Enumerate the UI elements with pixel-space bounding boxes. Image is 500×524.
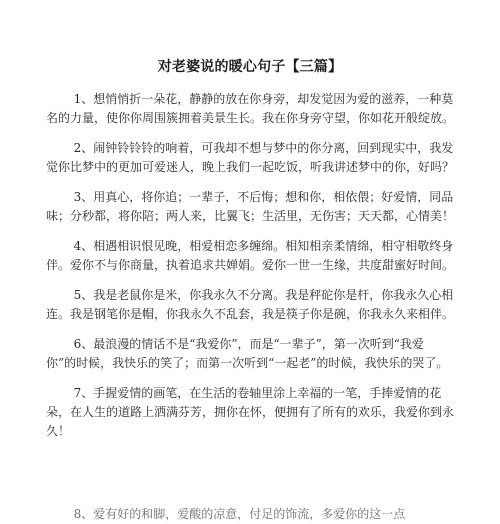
document-title: 对老婆说的暖心句子【三篇】 (157, 59, 343, 75)
paragraph: 2、闹钟铃铃铃的响着，可我却不想与梦中的你分离，回到现实中，我发觉你比梦中的更加可爱迷人，晚上我们一起吃饭，听我讲述梦中的你，好吗？ (46, 141, 455, 174)
paragraph: 1、想悄悄折一朵花，静静的放在你身旁，却发觉因为爱的滋养，一种莫名的力量，使你你周围簇拥着美景生长。我在你身旁守望，你如花开般绽放。 (46, 92, 455, 125)
paragraph: 6、最浪漫的情话不是“我爱你”，而是“一辈子”，第一次听到“我爱你”的时候，我快乐的笑了；而第一次听到“一起老”的时候，我快乐的哭了。 (46, 337, 449, 370)
paragraph: 4、相遇相识恨见晚，相爱相恋多缠绵。相知相亲柔情绵，相守相敬终身伴。爱你不与你商量，执着追求共婵娟。爱你一世一生缘，共度甜蜜好时间。 (46, 239, 455, 272)
paragraph: 5、我是老鼠你是米，你我永久不分离。我是秤砣你是杆，你我永久心相连。我是钢笔你是帽，你我永久不乱套，我是筷子你是碗，你我永久来相伴。 (46, 288, 455, 321)
paragraph-cut-off: 8、爱有好的和脚，爱酸的凉意，付足的饰流，多爱你的这一点 (73, 507, 406, 521)
paragraph: 3、用真心，将你追；一辈子，不后悔；想和你，相依偎；好爱情，同品味；分秒都，将你陪；两人来，比翼飞；生活里，无伤害；天天都，心情美！ (46, 190, 455, 223)
paragraph: 7、手握爱情的画笔，在生活的卷轴里涂上幸福的一笔，手捧爱情的花朵，在人生的道路上洒满芬芳，拥你在怀，便拥有了所有的欢乐，我爱你到永久！ (46, 386, 455, 438)
